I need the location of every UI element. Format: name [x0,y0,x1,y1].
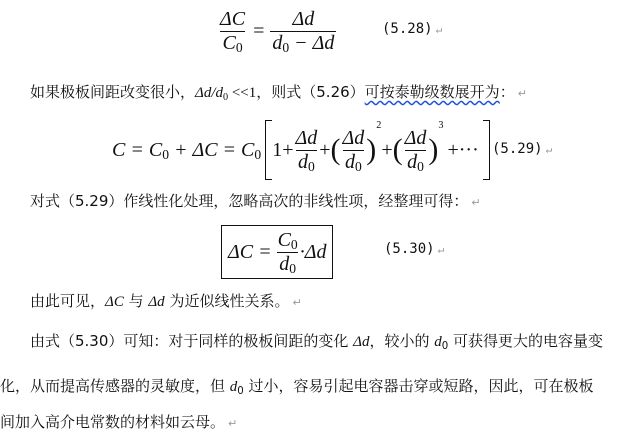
para3-dc: ΔC [105,294,124,310]
para3-dd: Δd [148,294,165,310]
eq529-plus-2: + [381,138,393,161]
eq528-rhs-den-b: − Δd [289,31,335,54]
left-bracket [265,120,272,180]
eq529-f1-den [296,150,317,174]
eq529-fraction-2 [341,127,367,174]
para1-cond-a: Δd [195,85,212,101]
eq530-num-sub: 0 [290,236,298,252]
para5-d0-sub: 0 [237,385,244,397]
eq530-den-d: d [279,252,290,275]
return-mark: ↵ [471,196,481,209]
eq529-f3-den-d: d [407,150,418,173]
eq529-f1-num: Δd [295,126,318,149]
eq529-f2-num: Δd [342,126,365,149]
para1-cond-c: <<1 [228,85,257,101]
para5-text-b: 过小，容易引起电容器击穿或短路，因此，可在极板 [243,377,594,395]
eq530-num-c: C [277,228,291,251]
paragraph-conclusion-line3 [0,411,237,432]
eq529-fraction-3 [403,127,429,174]
para4-text-b: ，较小的 [369,332,435,350]
eq528-equals: = [253,19,265,42]
eq530-number [384,241,444,257]
eq529-fraction-1 [293,127,319,174]
paragraph-taylor-intro [30,81,527,102]
para4-dd: Δd [353,334,370,350]
eq528-number-text: (5.28) [382,21,433,37]
paragraph-linear-relation [30,290,302,311]
eq529-f2-den [343,150,364,174]
return-mark: ↵ [517,87,527,100]
eq529-f3-den-sub: 0 [417,158,424,174]
eq530-den-sub: 0 [289,260,297,276]
eq529-lhs-sub: 0 [162,146,169,162]
eq529-lhs-text: C = C [112,138,163,161]
para3-text-a: 由此可见， [30,292,106,310]
eq530-number-text: (5.30) [384,241,435,257]
eq528-rhs-fraction [270,8,336,55]
return-mark: ↵ [435,23,443,36]
eq529-one-plus: 1+ [272,138,294,161]
para3-mid: 与 [123,292,149,310]
left-paren: ( [392,133,403,166]
para1-cond-sub: 0 [223,91,229,103]
eq529-f1-den-sub: 0 [307,158,315,174]
paragraph-conclusion-line2 [0,375,594,396]
eq530-fraction [276,229,300,276]
para1-cond-b: /d [211,85,223,101]
eq529-lhs [112,139,261,162]
para1-text-b: ，则式（5.26） [256,83,365,101]
left-paren: ( [330,133,341,166]
equation-5-29 [112,116,490,184]
eq529-f1-den-d: d [297,150,308,173]
eq529-c0-sub: 0 [254,146,262,162]
para4-d0: d [434,334,442,350]
para1-text-d: ： [499,83,515,101]
eq528-lhs-num: ΔC [220,7,246,30]
eq530-lhs: ΔC = [228,240,272,263]
eq528-rhs-num: Δd [292,7,315,30]
eq529-f3-num: Δd [404,126,427,149]
eq529-square: 2 [376,120,382,131]
equation-5-30 [221,225,333,279]
para2-text: 对式（5.29）作线性化处理，忽略高次的非线性项，经整理可得： [30,192,469,210]
eq529-plus-1: + [319,138,331,161]
eq529-f3-den [405,150,426,174]
paragraph-conclusion-line1 [30,330,603,351]
eq528-rhs-den-d: d [272,31,283,54]
eq528-lhs-den-c: C [222,31,236,54]
right-paren: ) [428,133,439,166]
eq529-number [492,141,552,157]
eq529-cube: 3 [438,120,444,131]
para1-text-a: 如果极板间距改变很小， [30,83,196,101]
para3-text-b: 为近似线性关系。 [164,292,290,310]
eq529-number-text: (5.29) [492,141,543,157]
eq530-num [276,229,300,252]
eq528-lhs-fraction [218,8,247,55]
para6-text: 间加入高介电常数的材料如云母。 [0,413,226,431]
eq528-number [382,21,442,37]
right-paren: ) [366,133,377,166]
para1-text-c: 可按泰勒级数展开为 [364,83,500,101]
paragraph-linearize [30,190,481,211]
para5-text-a: 化，从而提高传感器的灵敏度，但 [0,377,230,395]
para4-text-a: 由式（5.30）可知：对于同样的极板间距的变化 [30,332,354,350]
eq529-tail: +··· [447,138,479,161]
equation-5-28 [218,6,336,56]
eq528-lhs-den [220,31,244,55]
para4-text-c: 可获得更大的电容量变 [448,332,604,350]
eq529-plus-dc: + ΔC = C [168,138,255,161]
eq528-rhs-den-sub: 0 [282,39,290,55]
return-mark: ↵ [228,417,238,430]
right-bracket [483,120,490,180]
para4-d0-sub: 0 [441,340,449,352]
eq530-den [277,252,298,276]
para5-d0: d [229,379,238,395]
eq529-f2-den-d: d [344,150,355,173]
eq529-f2-den-sub: 0 [354,158,362,174]
return-mark: ↵ [437,243,445,256]
return-mark: ↵ [545,143,553,156]
eq528-lhs-den-sub: 0 [235,39,243,55]
eq530-tail: ·Δd [299,240,327,263]
eq528-rhs-den [270,31,336,55]
para1-condition [195,85,256,101]
return-mark: ↵ [292,296,302,309]
